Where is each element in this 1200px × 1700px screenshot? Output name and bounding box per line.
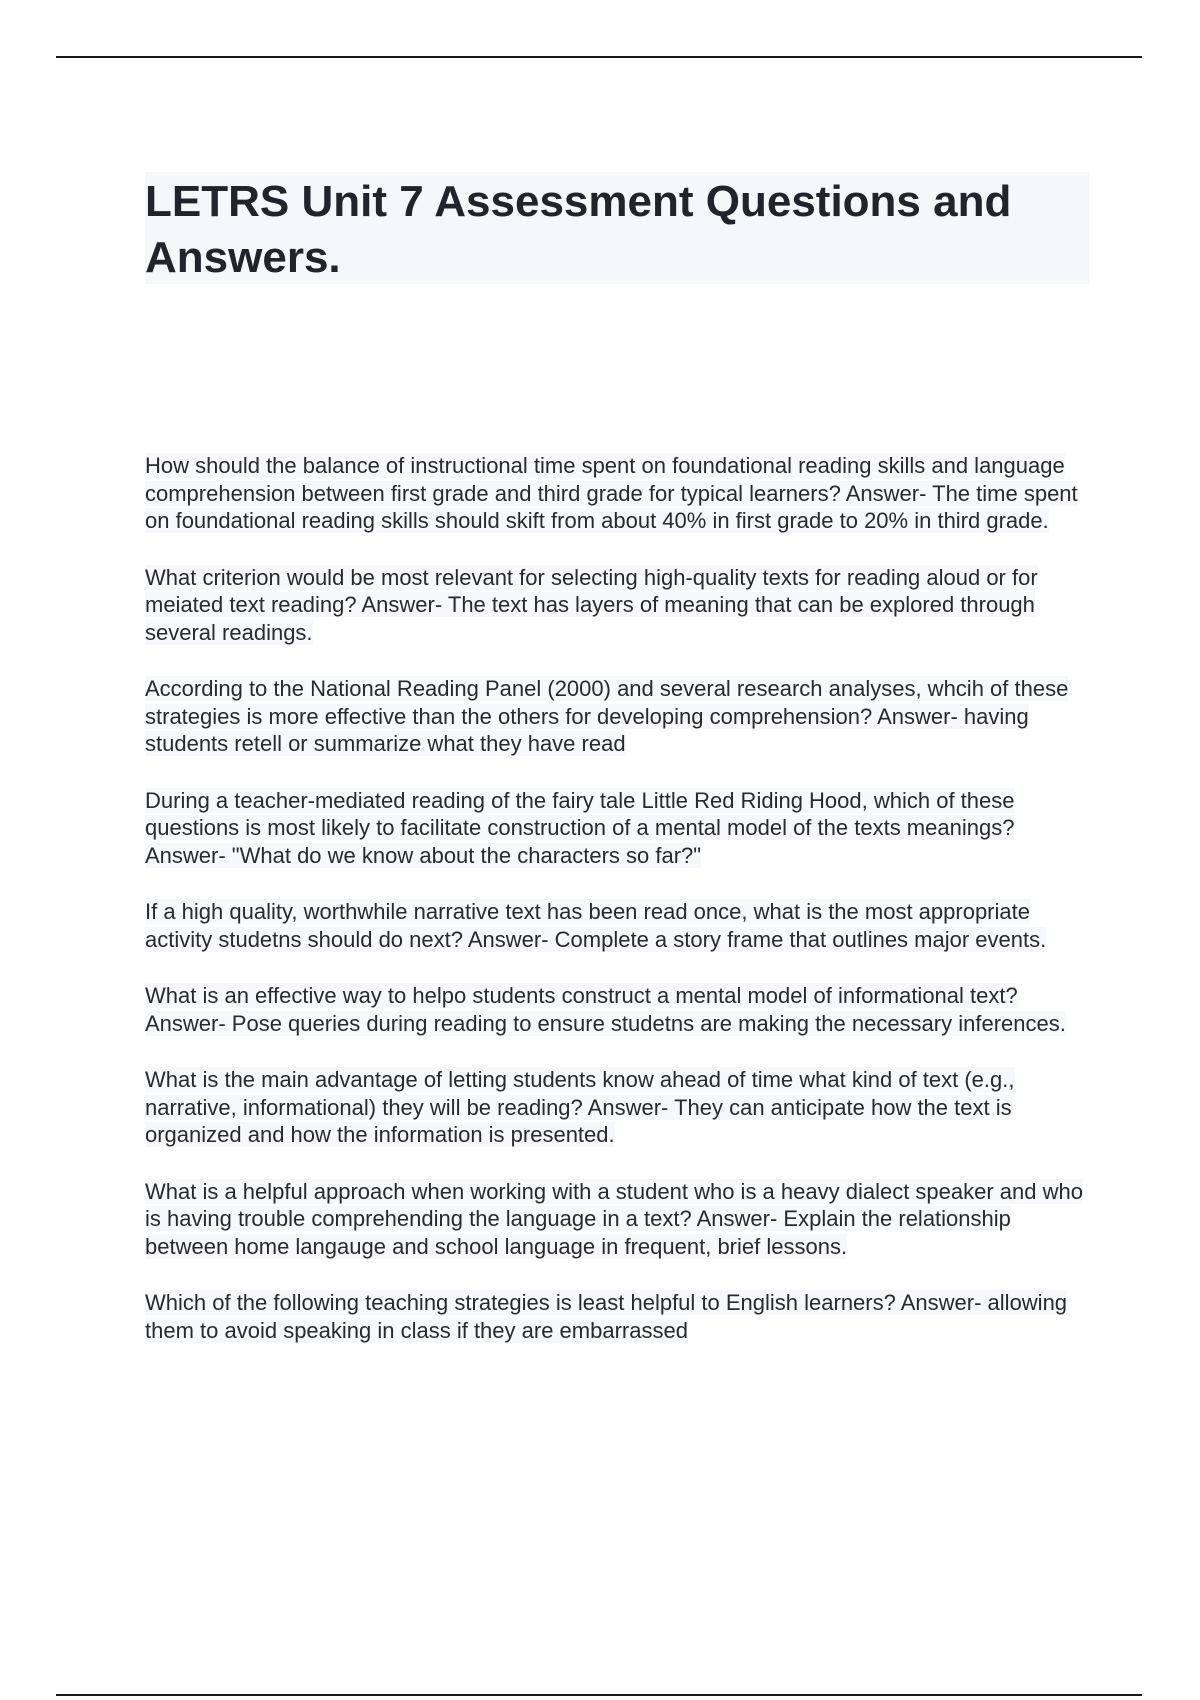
qa-text: According to the National Reading Panel (2000) and several research analyses, whcih of these strategies is more effective than the others for developing comprehension? Answer- having students retell or summarize what they have read [145,676,1069,756]
qa-item [145,564,1089,647]
qa-text: How should the balance of instructional time spent on foundational reading skills and language comprehension between first grade and third grade for typical learners? Answer- The time spent on foundational reading skills should skift from about 40% in first grade to 20% in third grade. [145,453,1078,533]
qa-item [145,898,1089,953]
document-title: LETRS Unit 7 Assessment Questions and Answers. [145,177,1012,282]
qa-text: What criterion would be most relevant for selecting high-quality texts for reading aloud or for meiated text reading? Answer- The text has layers of meaning that can be explored through several readings. [145,564,1038,645]
qa-list [145,452,1089,1373]
qa-text: During a teacher-mediated reading of the fairy tale Little Red Riding Hood, which of these questions is most likely to facilitate construction of a mental model of the texts meanings? Answer- "What do we know about the characters so far?" [145,787,1015,868]
qa-text: What is an effective way to helpo students construct a mental model of informational text? Answer- Pose queries during reading to ensure studetns are making the necessary inferences. [145,983,1066,1036]
top-rule [56,56,1142,58]
title-block [145,172,1089,284]
qa-item [145,982,1089,1037]
qa-item [145,1289,1089,1344]
qa-text: If a high quality, worthwhile narrative text has been read once, what is the most appropriate activity studetns should do next? Answer- Complete a story frame that outlines major events. [145,899,1047,952]
qa-item [145,1066,1089,1149]
qa-text: What is the main advantage of letting students know ahead of time what kind of text (e.g., narrative, informational) they will be reading? Answer- They can anticipate how the text is organized and how the information is presented. [145,1067,1015,1147]
qa-text: What is a helpful approach when working with a student who is a heavy dialect speaker and who is having trouble comprehending the language in a text? Answer- Explain the relationship between home langauge and school language in frequent, brief lessons. [145,1178,1083,1259]
bottom-rule [56,1694,1142,1696]
qa-item [145,787,1089,870]
qa-item [145,1178,1089,1261]
qa-item [145,452,1089,535]
qa-text: Which of the following teaching strategies is least helpful to English learners? Answer- allowing them to avoid speaking in class if they are embarrassed [145,1290,1068,1343]
qa-item [145,675,1089,758]
